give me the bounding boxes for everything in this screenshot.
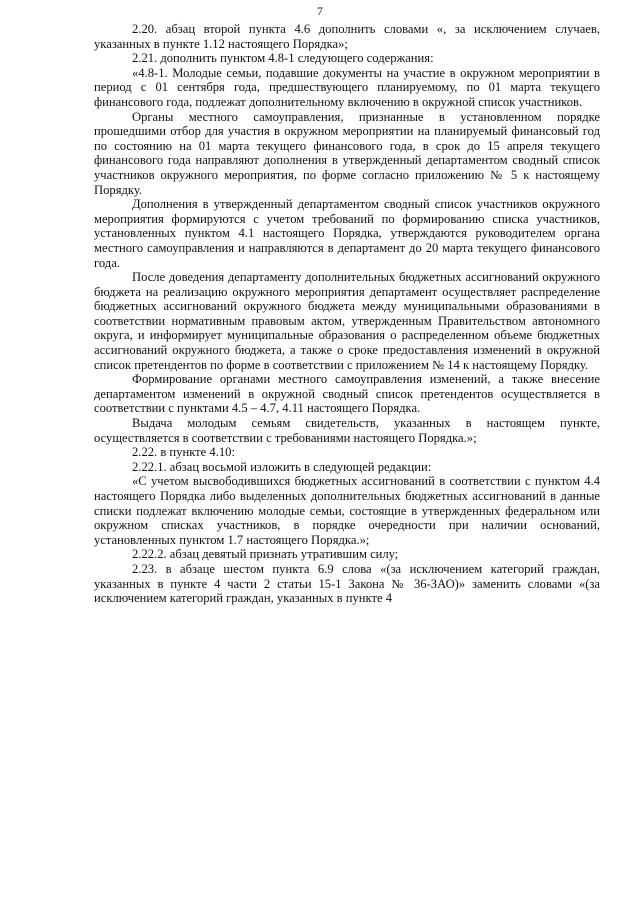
paragraph-new-wording: «С учетом высвободившихся бюджетных ассигнований в соответствии с пунктом 4.4 настоящего Порядка либо выделенных дополнительных бюджетных ассигнований в данные списки подлежат включению молодые семьи, состоящие в утвержденных федеральном или окружном списках участников, в порядке очередности при наличии оснований, установленных пунктом 1.7 настоящего Порядка.»; (94, 474, 600, 547)
paragraph-2-20: 2.20. абзац второй пункта 4.6 дополнить словами «, за исключением случаев, указанных в пункте 1.12 настоящего Порядка»; (94, 22, 600, 51)
paragraph-2-22-1: 2.22.1. абзац восьмой изложить в следующей редакции: (132, 459, 432, 474)
paragraph-2-21: 2.21. дополнить пунктом 4.8-1 следующего содержания: (132, 51, 434, 66)
paragraph-2-23: 2.23. в абзаце шестом пункта 6.9 слова «(за исключением категорий граждан, указанных в пункте 4 части 2 статьи 15-1 Закона № 36-ЗАО)» заменить словами «(за исключением категорий граждан, указанных в пункте 4 (94, 561, 600, 606)
paragraph-certificates: Выдача молодым семьям свидетельств, указанных в настоящем пункте, осуществляется в соответствии с требованиями настоящего Порядка.»; (94, 416, 600, 445)
paragraph-2-22: 2.22. в пункте 4.10: (132, 445, 235, 460)
paragraph-additions: Дополнения в утвержденный департаментом сводный список участников окружного мероприятия формируются с учетом требований по формированию списка участников, установленных пунктом 4.1 настоящего Порядка, утверждаются руководителем органа местного самоуправления и направляются в департамент до 20 марта текущего финансового года. (94, 197, 600, 270)
paragraph-formation: Формирование органами местного самоуправления изменений, а также внесение департаментом изменений в окружной сводный список претендентов осуществляется в соответствии с пунктами 4.5 – 4.7, 4.11 настоящего Порядка. (94, 372, 600, 416)
page-number: 7 (317, 4, 323, 18)
paragraph-4-8-1: «4.8-1. Молодые семьи, подавшие документы на участие в окружном мероприятии в период с 01 сентября года, предшествующего планируемому, по 01 марта текущего финансового года, подлежат дополнительному включению в окружной список участников. (94, 65, 600, 109)
document-body (94, 22, 600, 606)
paragraph-after-allocation: После доведения департаменту дополнительных бюджетных ассигнований окружного бюджета на реализацию окружного мероприятия департамент осуществляет распределение бюджетных ассигнований окружного бюджета между муниципальными образованиями в соответствии нормативным правовым актом, утвержденным Правительством автономного округа, и информирует муниципальные образования о распределенном объеме бюджетных ассигнований окружного бюджета, а также о сроке предоставления изменений в окружной список претендентов по форме в соответствии с приложением № 14 к настоящему Порядку. (94, 270, 600, 372)
paragraph-2-22-2: 2.22.2. абзац девятый признать утратившим силу; (132, 547, 399, 562)
paragraph-local-authorities: Органы местного самоуправления, признанные в установленном порядке прошедшими отбор для участия в окружном мероприятии на планируемый финансовый год по состоянию на 01 марта текущего финансового года, в срок до 15 апреля текущего финансового года направляют дополнения в утвержденный департаментом сводный список участников окружного мероприятия, по форме согласно приложению № 5 к настоящему Порядку. (94, 109, 600, 197)
